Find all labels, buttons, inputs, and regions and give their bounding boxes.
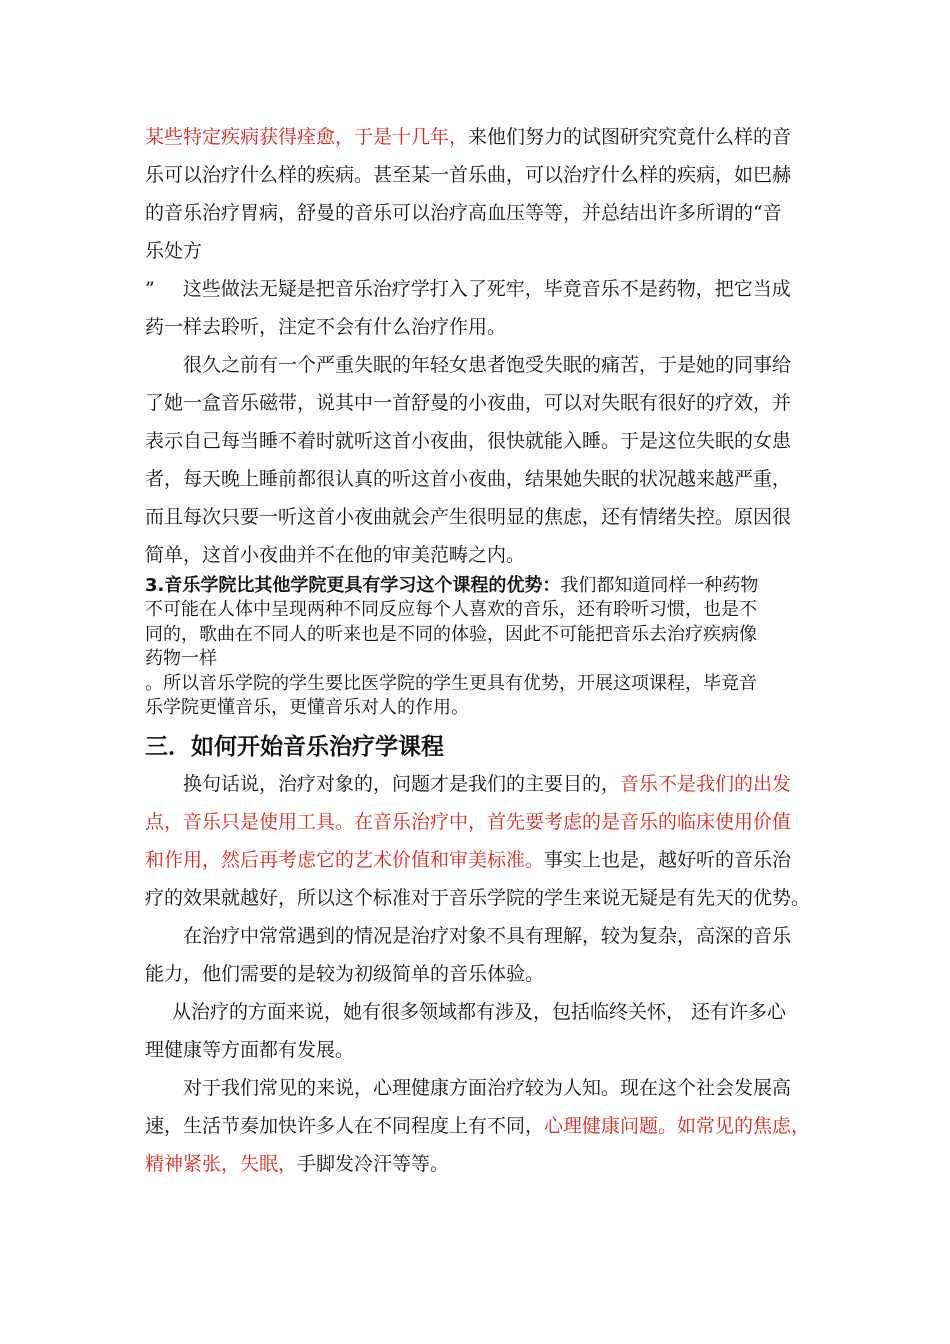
paragraph-line bbox=[145, 125, 791, 149]
highlighted-text: 和作用，然后再考虑它的艺术价值和审美标准。 bbox=[145, 849, 545, 871]
highlighted-text: 某些特定疾病获得痊愈，于是十几年， bbox=[145, 126, 469, 148]
paragraph-line: 表示自己每当睡不着时就听这首小夜曲，很快就能入睡。于是这位失眠的女患 bbox=[145, 430, 792, 452]
paragraph-line: 在治疗中常常遇到的情况是治疗对象不具有理解，较为复杂，高深的音乐 bbox=[183, 925, 792, 947]
paragraph-line: 同的，歌曲在不同人的听来也是不同的体验，因此不可能把音乐去治疗疾病像 bbox=[145, 624, 757, 645]
body-text: 这些做法无疑是把音乐治疗学打入了死牢，毕竟音乐不是药物，把它当成 bbox=[182, 278, 791, 300]
paragraph-line: 而且每次只要一听这首小夜曲就会产生很明显的焦虑，还有情绪失控。原因很 bbox=[145, 506, 792, 528]
body-text: 手脚发冷汗等等。 bbox=[297, 1153, 450, 1175]
paragraph-line: 乐可以治疗什么样的疾病。甚至某一首乐曲，可以治疗什么样的疾病，如巴赫 bbox=[145, 164, 792, 186]
paragraph-line: 药物一样 bbox=[145, 648, 217, 669]
paragraph-line: 理健康等方面都有发展。 bbox=[145, 1039, 355, 1061]
paragraph-line: 。所以音乐学院的学生要比医学院的学生更具有优势，开展这项课程，毕竟音 bbox=[145, 673, 757, 694]
paragraph-line bbox=[145, 277, 791, 301]
bold-lead-in: 3.音乐学院比其他学院更具有学习这个课程的优势： bbox=[145, 575, 561, 596]
highlighted-text: 精神紧张，失眠， bbox=[145, 1153, 298, 1175]
paragraph-line: 对于我们常见的来说，心理健康方面治疗较为人知。现在这个社会发展高 bbox=[183, 1077, 792, 1099]
body-text: 换句话说，治疗对象的，问题才是我们的主要目的， bbox=[183, 773, 621, 795]
paragraph-line: 不可能在人体中呈现两种不同反应每个人喜欢的音乐，还有聆听习惯，也是不 bbox=[145, 599, 757, 620]
highlighted-text: 音乐不是我们的出发 bbox=[620, 773, 792, 795]
paragraph-line: 从治疗的方面来说，她有很多领域都有涉及，包括临终关怀， 还有许多心 bbox=[172, 1001, 787, 1023]
paragraph-line: 很久之前有一个严重失眠的年轻女患者饱受失眠的痛苦，于是她的同事给 bbox=[183, 354, 792, 376]
paragraph-line: 了她一盒音乐磁带，说其中一首舒曼的小夜曲，可以对失眠有很好的疗效，并 bbox=[145, 392, 792, 414]
paragraph-line bbox=[183, 772, 791, 796]
paragraph-line: 能力，他们需要的是较为初级简单的音乐体验。 bbox=[145, 963, 545, 985]
section-heading: 三．如何开始音乐治疗学课程 bbox=[145, 734, 444, 760]
paragraph-line bbox=[145, 848, 791, 872]
paragraph-line: 简单，这首小夜曲并不在他的审美范畴之内。 bbox=[145, 544, 526, 566]
paragraph-line bbox=[145, 1114, 810, 1138]
paragraph-line: 乐学院更懂音乐，更懂音乐对人的作用。 bbox=[145, 697, 469, 718]
closing-quote: ” bbox=[145, 278, 155, 300]
body-text: 来他们努力的试图研究究竟什么样的音 bbox=[468, 126, 792, 148]
body-text: 我们都知道同样一种药物 bbox=[560, 575, 759, 596]
paragraph-line bbox=[145, 1152, 449, 1176]
body-text: 事实上也是，越好听的音乐治 bbox=[544, 849, 792, 871]
paragraph-line: 的音乐治疗胃病，舒曼的音乐可以治疗高血压等等，并总结出许多所谓的“音 bbox=[145, 202, 782, 224]
paragraph-line bbox=[145, 574, 758, 598]
paragraph-line: 乐处方 bbox=[145, 240, 203, 262]
highlighted-text: 心理健康问题。如常见的焦虑， bbox=[544, 1115, 811, 1137]
paragraph-line: 疗的效果就越好，所以这个标准对于音乐学院的学生来说无疑是有先天的优势。 bbox=[145, 887, 811, 909]
paragraph-line: 点，音乐只是使用工具。在音乐治疗中，首先要考虑的是音乐的临床使用价值 bbox=[145, 811, 792, 833]
body-text: 速，生活节奏加快许多人在不同程度上有不同， bbox=[145, 1115, 545, 1137]
paragraph-line: 药一样去聆听，注定不会有什么治疗作用。 bbox=[145, 316, 507, 338]
paragraph-line: 者，每天晚上睡前都很认真的听这首小夜曲，结果她失眠的状况越来越严重， bbox=[145, 468, 792, 490]
